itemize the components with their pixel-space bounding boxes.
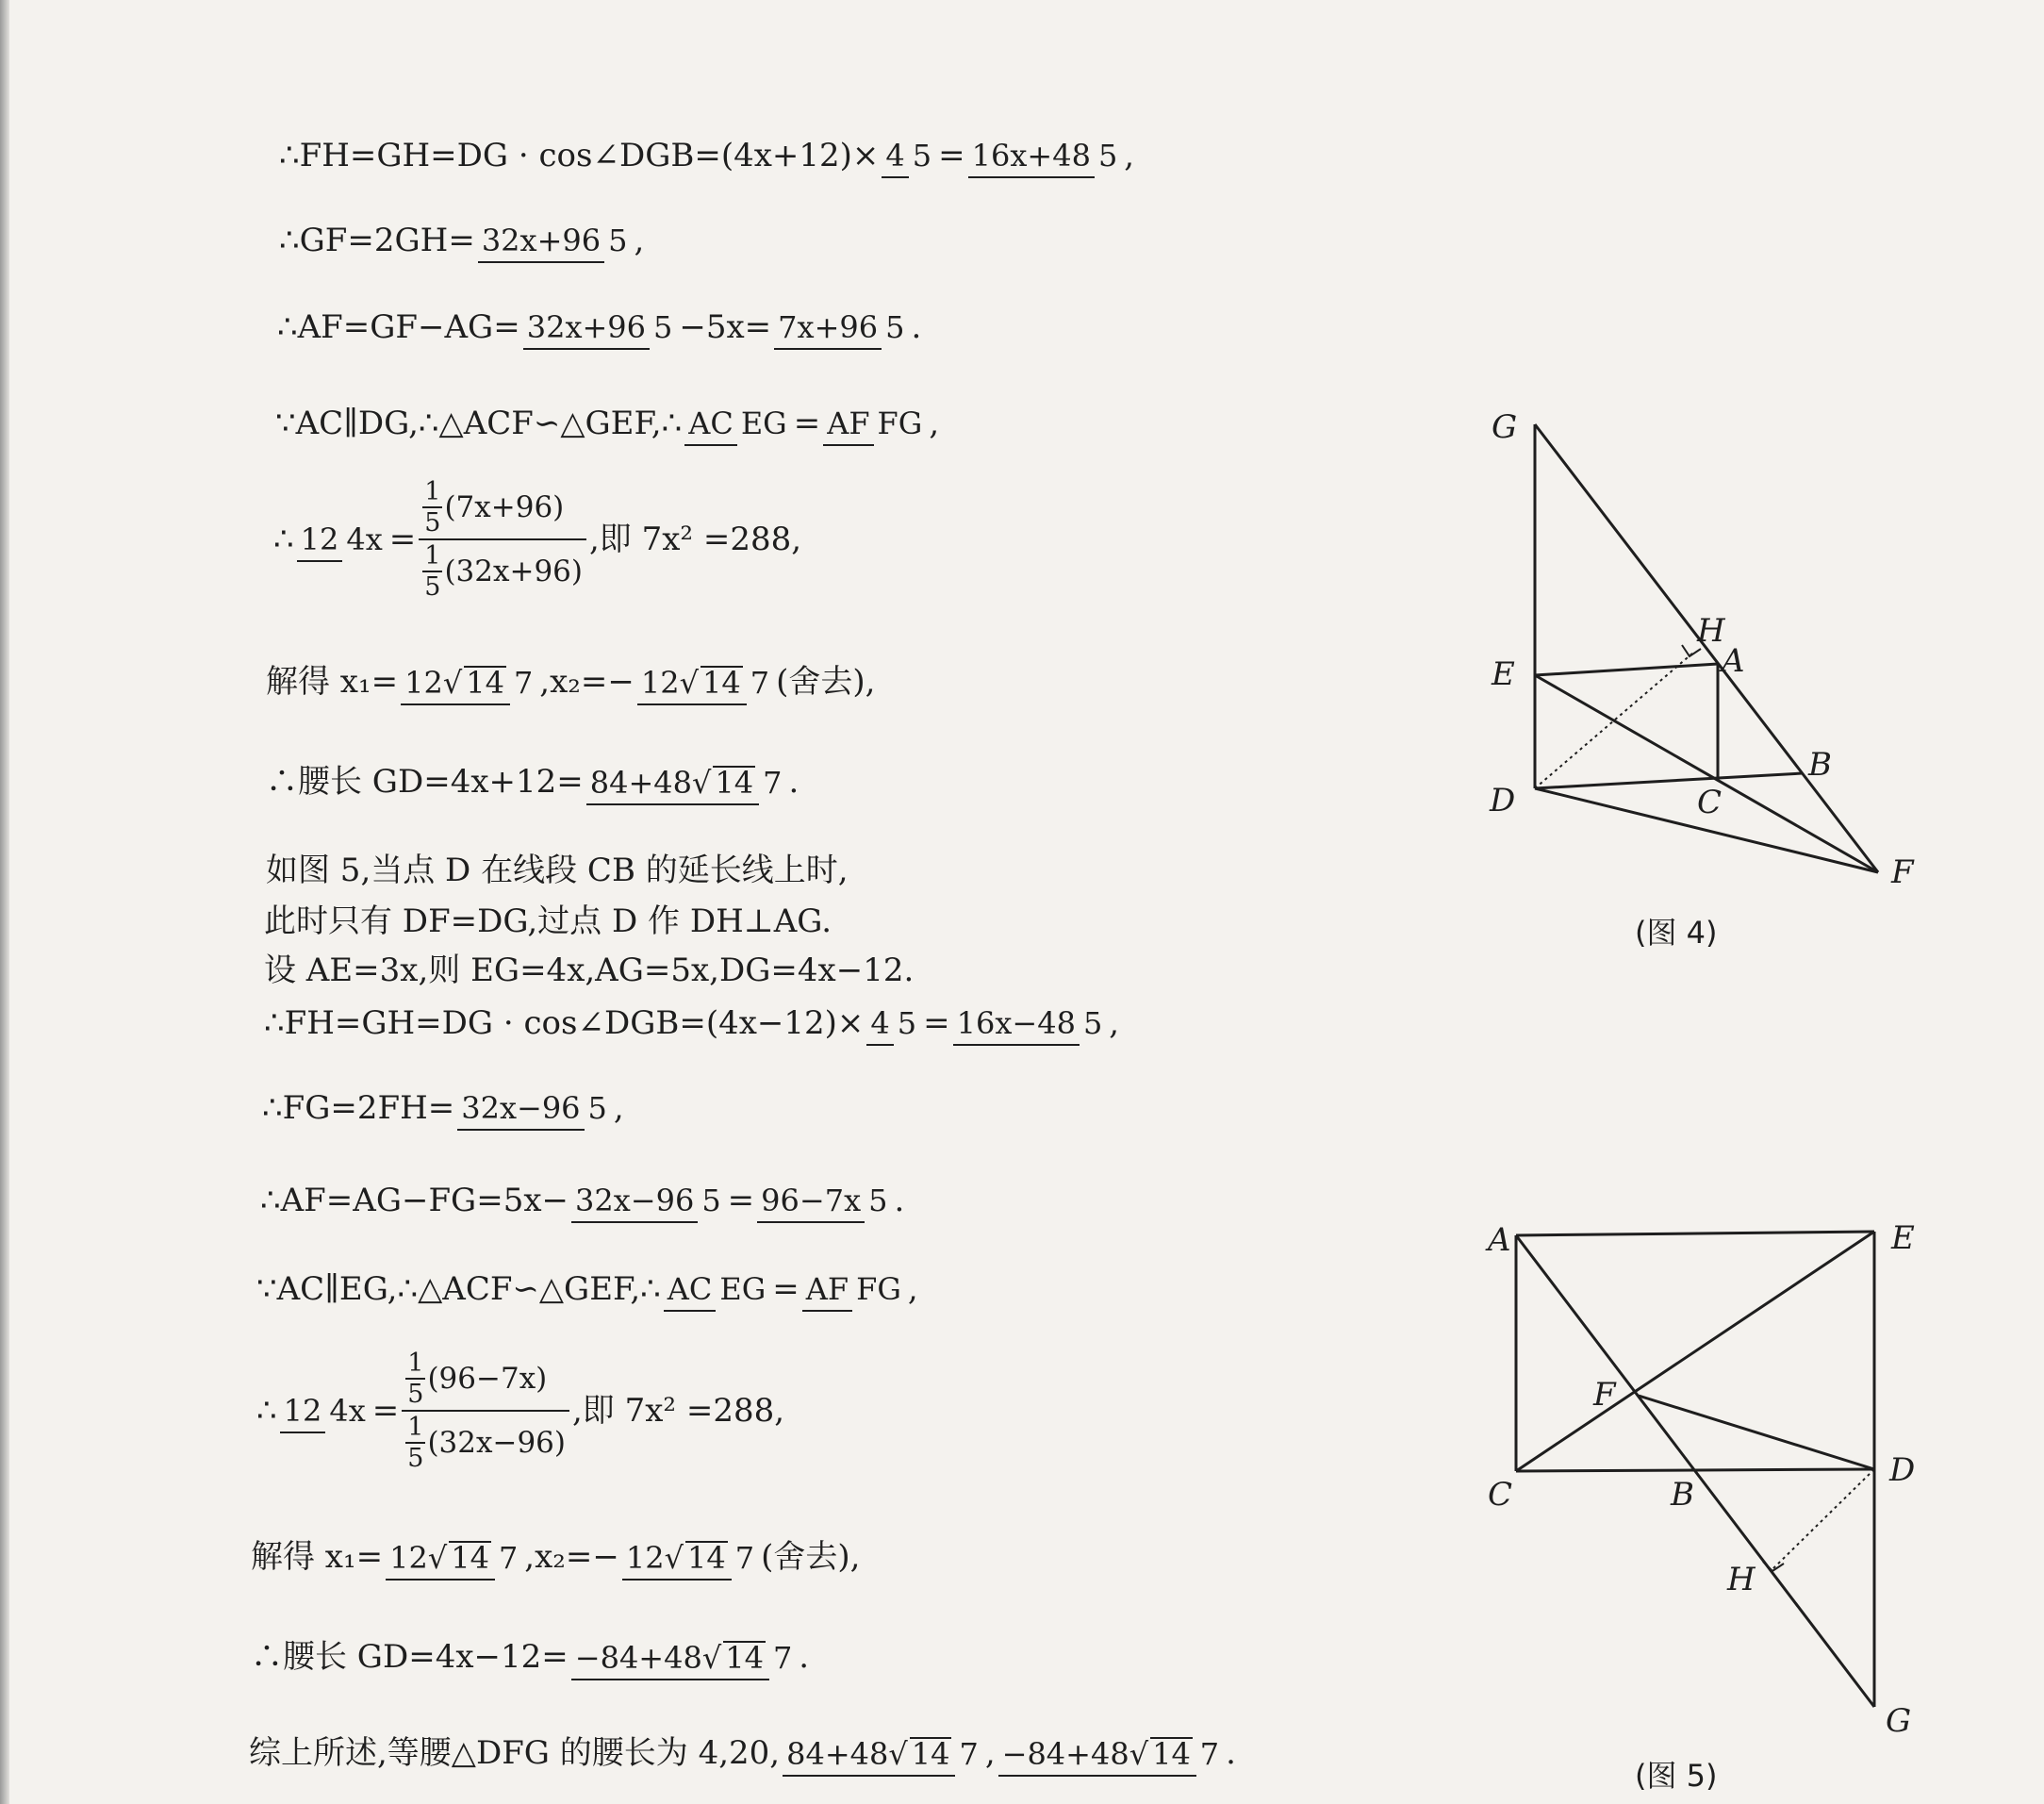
fraction: [386, 1540, 521, 1576]
numerator: 96−7x: [757, 1183, 865, 1223]
radicand: 14: [466, 665, 504, 701]
radicand: 14: [1152, 1736, 1191, 1772]
fraction: [802, 1271, 905, 1307]
denominator: 7: [750, 665, 770, 701]
text: ,x₂=−: [524, 1538, 619, 1576]
numerator: 1: [407, 1349, 424, 1378]
text: =: [371, 1392, 400, 1430]
denominator: 5: [868, 1183, 888, 1218]
numerator: 12: [297, 521, 343, 562]
denominator: EG: [719, 1271, 766, 1307]
fraction: [998, 1736, 1224, 1772]
numerator: 16x+48: [968, 138, 1095, 178]
sqrt-sign: √: [692, 765, 712, 801]
sqrt-sign: √: [679, 665, 699, 701]
fraction: [571, 1185, 725, 1216]
solution-line-18: [249, 1734, 1236, 1772]
sqrt-sign: √: [664, 1540, 684, 1576]
denominator: 5: [897, 1005, 917, 1041]
denominator: 5: [407, 1380, 424, 1409]
denominator: 5: [424, 572, 441, 602]
solution-line-14: [256, 1270, 918, 1308]
text: =: [727, 1182, 755, 1219]
denominator: 7: [513, 665, 534, 701]
fraction: [953, 1005, 1107, 1041]
numerator: [419, 479, 586, 540]
text: =: [938, 137, 965, 174]
fraction: [523, 309, 677, 345]
text: =: [793, 405, 821, 442]
text: ,: [929, 405, 940, 442]
fraction: [586, 765, 786, 801]
radicand: 14: [687, 1540, 726, 1576]
solution-line-17: [251, 1638, 810, 1676]
text: −5x=: [679, 308, 772, 346]
solution-line-11: [264, 1004, 1120, 1042]
segment-DB: [1535, 773, 1803, 788]
fraction: [422, 479, 442, 536]
denominator: FG: [856, 1271, 901, 1307]
fraction: [664, 1271, 770, 1307]
numerator: 12: [280, 1393, 326, 1433]
fraction: [968, 138, 1122, 174]
fraction: [757, 1185, 891, 1216]
text: (7x+96): [444, 489, 565, 524]
numerator: 32x+96: [523, 309, 650, 350]
label-C: C: [1697, 784, 1723, 821]
solution-line-6: [266, 663, 876, 701]
text: .: [1226, 1734, 1236, 1772]
fraction: [405, 1350, 425, 1407]
text: .: [894, 1182, 905, 1219]
numerator: AF: [823, 405, 873, 446]
numerator: [401, 665, 510, 705]
label-A: A: [1722, 642, 1745, 680]
text: ,: [613, 1089, 624, 1127]
numerator: 4: [882, 138, 908, 178]
radicand: 14: [725, 1640, 764, 1676]
text: ∴FG=2FH=: [262, 1089, 455, 1127]
denominator: 5: [1082, 1005, 1103, 1041]
text: 此时只有 DF=DG,过点 D 作 DH⊥AG.: [264, 902, 832, 940]
numerator: 4: [866, 1005, 893, 1046]
compound-fraction: [402, 1350, 569, 1471]
solution-line-8: [266, 852, 849, 889]
label-H: H: [1697, 612, 1725, 650]
text: ∴: [273, 521, 294, 558]
text: ∴腰长 GD=4x+12=: [266, 763, 584, 801]
denominator: 5: [407, 1444, 424, 1473]
label-A: A: [1488, 1221, 1511, 1259]
figure-5-caption: (图 5): [1635, 1758, 1718, 1794]
label-B: B: [1808, 746, 1832, 784]
label-E: E: [1891, 1219, 1915, 1257]
solution-line-12: [262, 1089, 624, 1127]
denominator: 5: [912, 138, 932, 174]
coefficient: 84+48: [589, 765, 693, 801]
solution-line-16: [251, 1538, 861, 1576]
label-C: C: [1488, 1476, 1513, 1514]
coefficient: −84+48: [574, 1640, 702, 1676]
denominator: 5: [608, 223, 628, 258]
compound-fraction: [419, 479, 586, 600]
numerator: AC: [684, 405, 737, 446]
denominator: 5: [885, 309, 905, 345]
text: ,即 7x² =288,: [572, 1392, 785, 1430]
text: .: [911, 308, 922, 346]
numerator: [998, 1736, 1196, 1777]
fraction: [478, 225, 632, 256]
numerator: 1: [407, 1413, 424, 1442]
label-H: H: [1727, 1561, 1756, 1598]
text: (32x+96): [444, 554, 583, 588]
radicand: 14: [911, 1736, 950, 1772]
text: ∴FH=GH=DG · cos∠DGB=(4x+12)×: [279, 137, 880, 174]
text: =: [388, 521, 417, 558]
denominator: 5: [424, 508, 441, 538]
text: ∵AC∥DG,∴△ACF∽△GEF,∴: [275, 405, 683, 442]
text: ∴: [256, 1392, 277, 1430]
text: ∴FH=GH=DG · cos∠DGB=(4x−12)×: [264, 1004, 865, 1042]
numerator: AF: [802, 1271, 852, 1312]
solution-line-13: [260, 1182, 905, 1219]
coefficient: −84+48: [1001, 1736, 1129, 1772]
numerator: 16x−48: [953, 1005, 1080, 1046]
denominator: 5: [701, 1183, 721, 1218]
label-E: E: [1492, 655, 1515, 693]
text: ,: [907, 1270, 918, 1308]
text: ,: [1109, 1004, 1120, 1042]
denominator: 7: [1199, 1736, 1220, 1772]
text: ,: [984, 1734, 996, 1772]
label-F: F: [1593, 1376, 1616, 1414]
fraction: [280, 1393, 370, 1429]
numerator: [571, 1640, 769, 1680]
coefficient: 12: [389, 1540, 428, 1576]
numerator: AC: [664, 1271, 717, 1312]
denominator: 5: [587, 1090, 607, 1126]
text: 解得 x₁=: [266, 663, 399, 701]
coefficient: 12: [404, 665, 443, 701]
coefficient: 84+48: [786, 1736, 889, 1772]
solution-line-10: [264, 952, 915, 989]
text: =: [772, 1270, 799, 1308]
solution-line-4: [275, 405, 940, 442]
text: ∴AF=GF−AG=: [277, 308, 520, 346]
label-D: D: [1490, 782, 1516, 819]
fraction: [622, 1540, 758, 1576]
text: 综上所述,等腰△DFG 的腰长为 4,20,: [249, 1734, 781, 1772]
text: ,即 7x² =288,: [589, 521, 802, 558]
denominator: 7: [734, 1540, 755, 1576]
denominator: FG: [877, 405, 923, 441]
solution-line-7: [266, 763, 799, 801]
numerator: 32x−96: [571, 1183, 698, 1223]
denominator: 4x: [329, 1393, 366, 1429]
numerator: [386, 1540, 495, 1581]
denominator: [419, 540, 586, 600]
denominator: 7: [763, 765, 783, 801]
fraction: [637, 665, 773, 701]
text: .: [788, 763, 799, 801]
numerator: [783, 1736, 955, 1777]
radicand: 14: [715, 765, 754, 801]
text: .: [799, 1638, 810, 1676]
denominator: 5: [653, 309, 673, 345]
radicand: 14: [451, 1540, 489, 1576]
denominator: 7: [959, 1736, 979, 1772]
fraction: [684, 405, 791, 441]
solution-line-5: [273, 479, 801, 600]
text: 解得 x₁=: [251, 1538, 384, 1576]
segment-AE: [1516, 1232, 1874, 1235]
text: 如图 5,当点 D 在线段 CB 的延长线上时,: [266, 852, 849, 889]
fraction: [422, 543, 442, 600]
fraction: [774, 309, 908, 345]
text: ∴腰长 GD=4x−12=: [251, 1638, 569, 1676]
solution-line-1: [279, 137, 1135, 174]
fraction: [571, 1640, 797, 1676]
numerator: [402, 1350, 569, 1412]
fraction: [823, 405, 926, 441]
text: (96−7x): [427, 1361, 548, 1396]
text: 设 AE=3x,则 EG=4x,AG=5x,DG=4x−12.: [264, 952, 915, 989]
solution-line-2: [279, 224, 644, 257]
fraction: [866, 1005, 920, 1041]
page-edge-shadow: [0, 0, 9, 1804]
radicand: 14: [702, 665, 741, 701]
text: ,: [1124, 137, 1135, 174]
numerator: 32x+96: [478, 223, 604, 263]
text: (舍去),: [776, 663, 876, 701]
denominator: 7: [772, 1640, 793, 1676]
text: (舍去),: [761, 1538, 861, 1576]
label-B: B: [1671, 1476, 1694, 1514]
label-G: G: [1886, 1702, 1912, 1740]
text: ,x₂=−: [539, 663, 635, 701]
sqrt-sign: √: [1129, 1736, 1149, 1772]
denominator: [402, 1412, 569, 1471]
denominator: EG: [740, 405, 787, 441]
numerator: 1: [424, 541, 441, 571]
solution-line-3: [277, 308, 922, 346]
fraction: [882, 138, 935, 174]
fraction: [783, 1736, 982, 1772]
segment-DH-dotted: [1771, 1469, 1874, 1571]
label-F: F: [1891, 853, 1914, 891]
label-D: D: [1889, 1451, 1916, 1489]
denominator: 4x: [346, 521, 383, 557]
figure-5-diagram: [1471, 1207, 1942, 1745]
sqrt-sign: √: [888, 1736, 908, 1772]
denominator: 7: [498, 1540, 519, 1576]
text: ,: [634, 222, 645, 259]
numerator: [622, 1540, 732, 1581]
denominator: 5: [1097, 138, 1118, 174]
fraction: [401, 665, 536, 701]
fraction: [457, 1090, 611, 1126]
numerator: [586, 765, 759, 805]
sqrt-sign: √: [442, 665, 463, 701]
numerator: 32x−96: [457, 1090, 584, 1131]
solution-line-15: [256, 1350, 784, 1471]
numerator: [637, 665, 747, 705]
coefficient: 12: [640, 665, 680, 701]
segment-EA: [1535, 664, 1718, 675]
coefficient: 12: [625, 1540, 665, 1576]
segment-FD: [1639, 1396, 1874, 1469]
fraction: [297, 521, 387, 557]
numerator: 1: [424, 477, 441, 506]
text: =: [923, 1004, 950, 1042]
figure-4-caption: (图 4): [1635, 915, 1718, 951]
sqrt-sign: √: [701, 1640, 722, 1676]
text: ∴AF=AG−FG=5x−: [260, 1182, 569, 1219]
fraction: [405, 1415, 425, 1471]
numerator: 7x+96: [774, 309, 882, 350]
text: ∴GF=2GH=: [279, 222, 475, 259]
solution-line-9: [264, 902, 832, 940]
sqrt-sign: √: [427, 1540, 448, 1576]
text: ∵AC∥EG,∴△ACF∽△GEF,∴: [256, 1270, 661, 1308]
text: (32x−96): [427, 1425, 566, 1460]
segment-CE: [1516, 1232, 1874, 1471]
label-G: G: [1492, 408, 1518, 446]
figure-4-diagram: [1471, 405, 1923, 905]
